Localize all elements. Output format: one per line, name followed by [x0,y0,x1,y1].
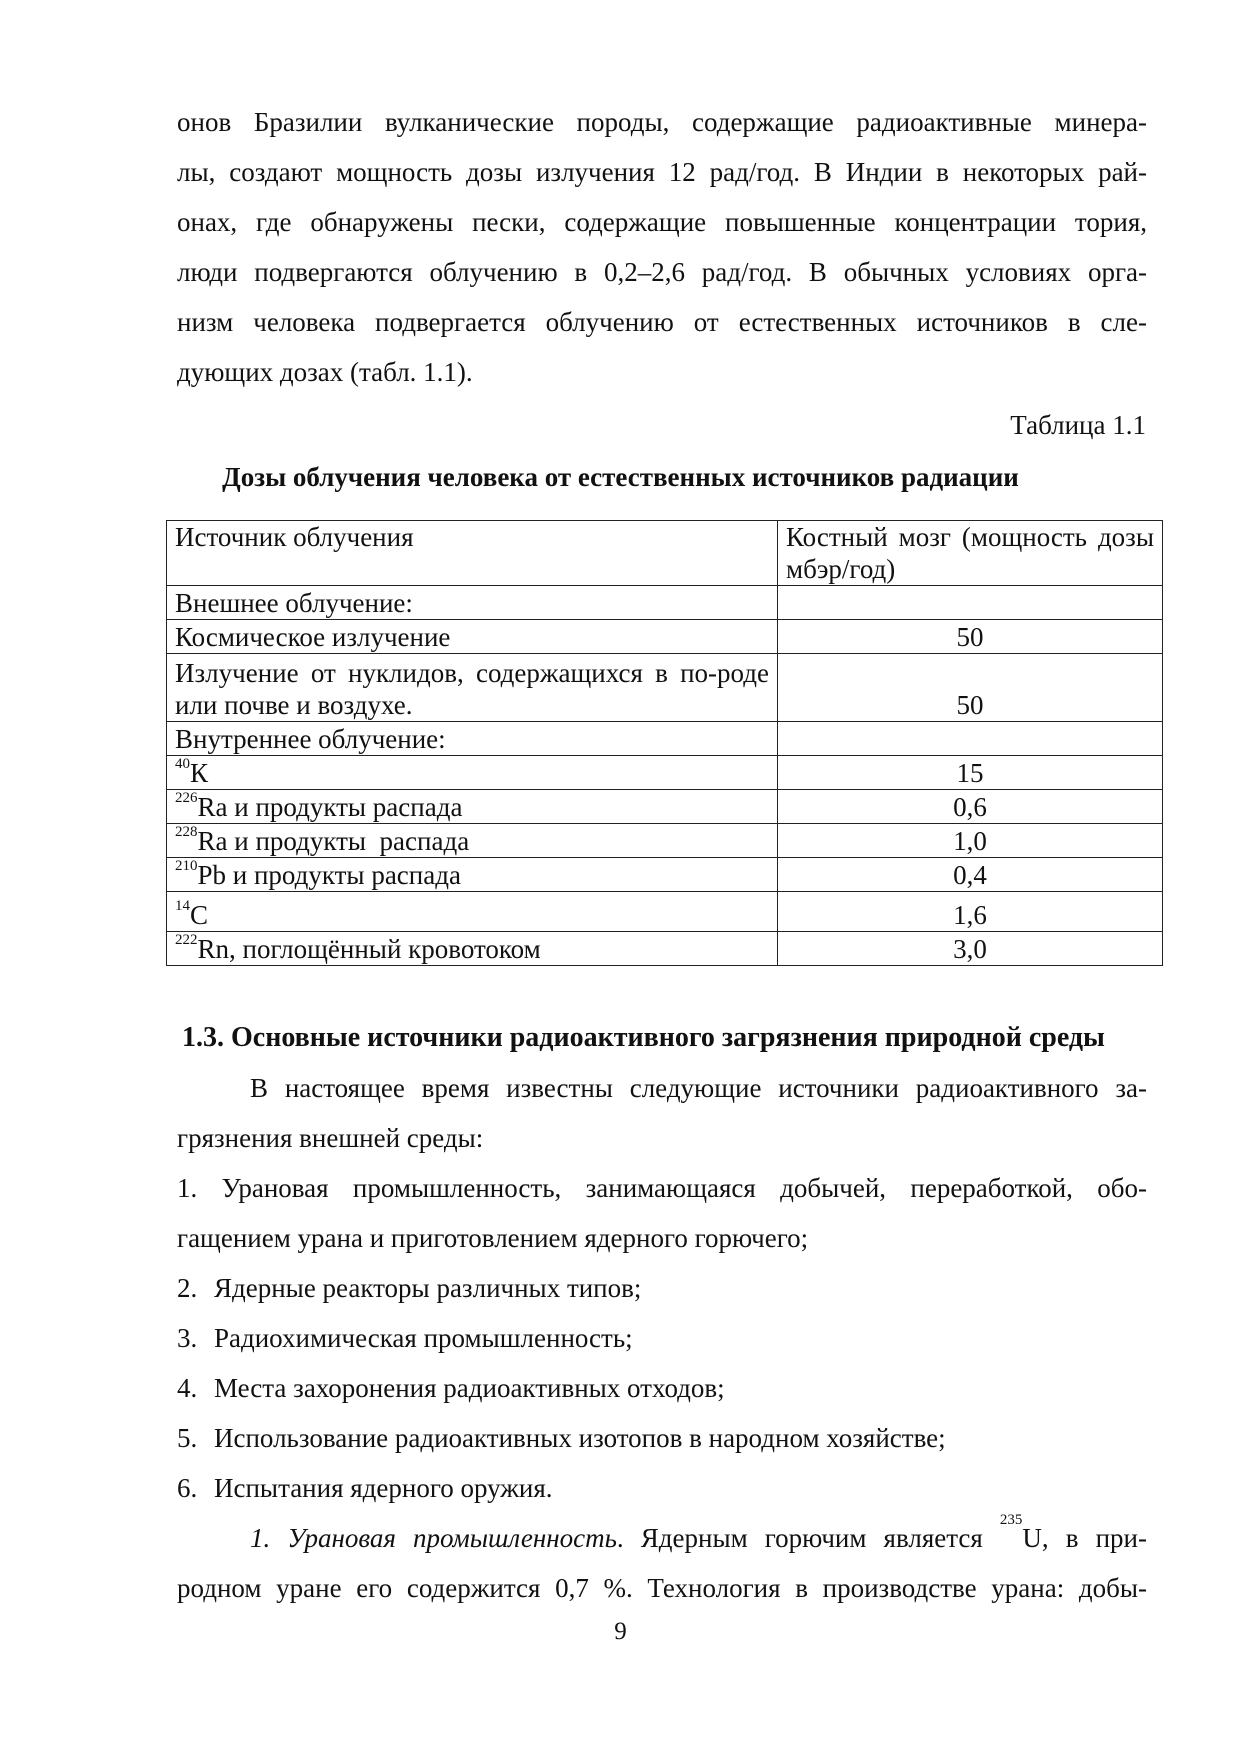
table-number: Таблица 1.1 [1010,410,1146,440]
section-intro-line: грязнения внешней среды: [177,1123,484,1153]
source-cell [167,586,778,620]
value-cell: 0,6 [778,790,1163,824]
table-row [167,790,1163,824]
source-cell [167,790,778,824]
list-item [177,1463,1147,1513]
isotope-mass: 235 [999,1512,1023,1528]
source-label: Pb и продукты распада [197,860,461,890]
table-row [167,620,1163,654]
list-item [177,1163,1147,1263]
table-row [167,654,1163,722]
intro-line: дующих дозах (табл. 1.1). [177,357,473,387]
source-cell [167,824,778,858]
table-row [167,892,1163,932]
value-cell: 1,6 [778,892,1163,932]
table-row [167,756,1163,790]
source-label: Внешнее облучение: [175,588,413,618]
list-number: 5. [177,1423,198,1453]
list-item [177,1313,1147,1363]
source-cell [167,722,778,756]
page-number: 9 [614,1618,627,1645]
list-text: Урановая промышленность, занимающаяся добычей, переработкой, обо- [221,1173,1147,1203]
value-cell [778,722,1163,756]
value-cell: 15 [778,756,1163,790]
list-number: 2. [177,1273,198,1303]
source-cell [167,932,778,966]
closing-text-a: . Ядерным горючим является [616,1523,1000,1553]
table-header-row [167,521,1163,586]
isotope-mass: 222 [175,932,198,948]
list-line [177,1163,1147,1213]
table-row [167,824,1163,858]
section-heading: 1.3. Основные источники радиоактивного загрязнения природной среды [182,1022,1105,1053]
source-label: Ra и продукты распада [197,792,463,822]
source-label: Ra и продукты распада [197,826,470,856]
dose-table [166,520,1163,966]
source-cell [167,892,778,932]
list-line [177,1413,1147,1463]
list-item [177,1363,1147,1413]
value-cell [778,586,1163,620]
intro-paragraph [177,97,1147,397]
closing-paragraph [177,1513,1147,1613]
value-cell: 50 [778,620,1163,654]
isotope-mass: 40 [175,756,190,772]
table-title: Дозы облучения человека от естественных источников радиации [222,462,1019,492]
list-text: Испытания ядерного оружия. [214,1473,553,1503]
intro-line: онов Бразилии вулканические породы, содержащие радиоактивные минера- [177,107,1147,137]
list-number: 6. [177,1473,198,1503]
list-line [177,1463,1147,1513]
section-intro-line: В настоящее время известны следующие источники радиоактивного за- [250,1073,1147,1103]
closing-italic: 1. Урановая промышленность [250,1523,617,1553]
intro-line: люди подвергаются облучению в 0,2–2,6 рад/год. В обычных условиях орга- [177,257,1147,287]
header-source-cell [167,521,778,586]
list-number: 4. [177,1373,198,1403]
intro-line: онах, где обнаружены пески, содержащие повышенные концентрации тория, [177,207,1147,237]
header-source: Источник облучения [175,522,414,552]
closing-line: родном уране его содержится 0,7 %. Технология в производстве урана: добы- [177,1573,1147,1603]
source-cell [167,620,778,654]
list-item [177,1413,1147,1463]
source-label: С [190,900,209,930]
source-label: К [190,758,209,788]
sources-list [177,1163,1147,1513]
intro-line: низм человека подвергается облучению от естественных источников в сле- [177,307,1147,337]
value-cell: 1,0 [778,824,1163,858]
closing-line [177,1513,1147,1563]
list-number: 3. [177,1323,198,1353]
intro-line: лы, создают мощность дозы излучения 12 рад/год. В Индии в некоторых рай- [177,157,1147,187]
list-line: гащением урана и приготовлением ядерного горючего; [177,1223,809,1253]
table-row [167,932,1163,966]
isotope-mass: 14 [175,898,190,914]
isotope-mass: 226 [175,790,198,806]
list-line [177,1363,1147,1413]
isotope-mass: 228 [175,824,198,840]
header-value: Костный мозг (мощность дозы мбэр/год) [786,522,1154,584]
source-label: Излучение от нуклидов, содержащихся в по-роде или почве и воздухе. [175,658,769,720]
value-cell: 50 [778,654,1163,722]
list-text: Использование радиоактивных изотопов в народном хозяйстве; [214,1423,946,1453]
isotope-mass: 210 [175,858,198,874]
source-label: Rn, поглощённый кровотоком [197,934,541,964]
header-value-cell [778,521,1163,586]
list-number: 1. [177,1173,198,1203]
source-cell [167,756,778,790]
list-line [177,1263,1147,1313]
section-intro [177,1063,1147,1163]
list-text: Радиохимическая промышленность; [214,1323,633,1353]
table-row [167,858,1163,892]
table-row [167,722,1163,756]
list-text: Ядерные реакторы различных типов; [214,1273,642,1303]
value-cell: 3,0 [778,932,1163,966]
source-label: Космическое излучение [175,622,451,652]
source-label: Внутреннее облучение: [175,724,446,754]
closing-text-b: U, в при- [1022,1523,1147,1553]
table-row [167,586,1163,620]
list-text: Места захоронения радиоактивных отходов; [214,1373,725,1403]
source-cell [167,654,778,722]
source-cell [167,858,778,892]
list-line [177,1313,1147,1363]
list-item [177,1263,1147,1313]
value-cell: 0,4 [778,858,1163,892]
